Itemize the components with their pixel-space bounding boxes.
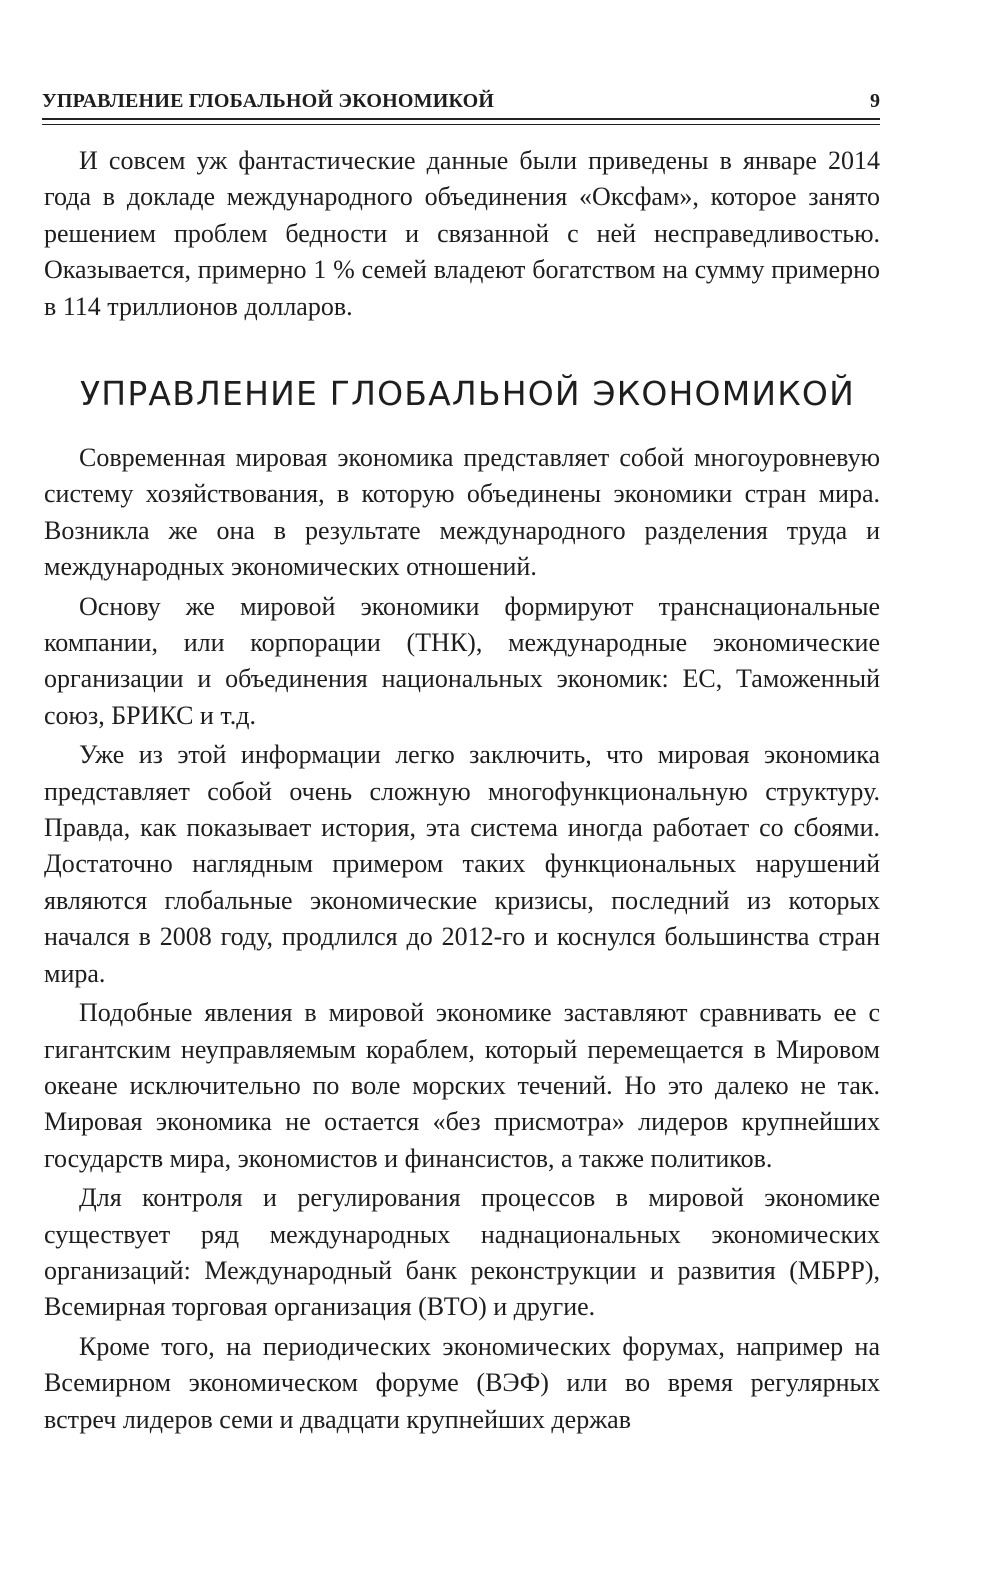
section-text-block	[44, 440, 880, 1438]
running-title: УПРАВЛЕНИЕ ГЛОБАЛЬНОЙ ЭКОНОМИКОЙ	[42, 90, 495, 112]
paragraph: Современная мировая экономика представляет собой многоуровневую систему хозяйствования, в которую объединены экономики стран мира. Возникла же она в результате международного разделения труда и международных экономических отношений.	[44, 443, 880, 582]
paragraph: Для контроля и регулирования процессов в мировой экономике существует ряд международных наднациональных экономических организаций: Международный банк реконструкции и развития (МБРР), Всемирная торговая организация (ВТО) и другие.	[44, 1183, 880, 1322]
running-header	[42, 86, 880, 116]
intro-paragraph: И совсем уж фантастические данные были приведены в январе 2014 года в докладе международного объединения «Оксфам», которое занято решением проблем бедности и связанной с ней несправедливостью. Оказывается, примерно 1 % семей владеют богатством на сумму примерно в 114 триллионов долларов.	[44, 146, 880, 321]
paragraph-continued: Кроме того, на периодических экономических форумах, например на Всемирном экономическом форуме (ВЭФ) или во время регулярных встреч лидеров семи и двадцати крупнейших держав	[44, 1331, 880, 1434]
page-number: 9	[870, 90, 880, 112]
section-title: УПРАВЛЕНИЕ ГЛОБАЛЬНОЙ ЭКОНОМИКОЙ	[80, 374, 855, 413]
paragraph: Уже из этой информации легко заключить, что мировая экономика представляет собой очень сложную многофункциональную структуру. Правда, как показывает история, эта система иногда работает со сбоями. Достаточно наглядным примером таких функциональных нарушений являются глобальные экономические кризисы, последний из которых начался в 2008 году, продлился до 2012-го и коснулся большинства стран мира.	[44, 740, 880, 988]
paragraph: Подобные явления в мировой экономике заставляют сравнивать ее с гигантским неуправляемым кораблем, который перемещается в Мировом океане исключительно по воле морских течений. Но это далеко не так. Мировая экономика не остается «без присмотра» лидеров крупнейших государств мира, экономистов и финансистов, а также политиков.	[44, 998, 880, 1173]
header-rule-thin	[42, 124, 880, 125]
header-rule-thick	[42, 118, 880, 120]
intro-text-block	[44, 143, 880, 325]
paragraph: Основу же мировой экономики формируют транснациональные компании, или корпорации (ТНК), международные экономические организации и объединения национальных экономик: ЕС, Таможенный союз, БРИКС и т.д.	[44, 591, 880, 730]
